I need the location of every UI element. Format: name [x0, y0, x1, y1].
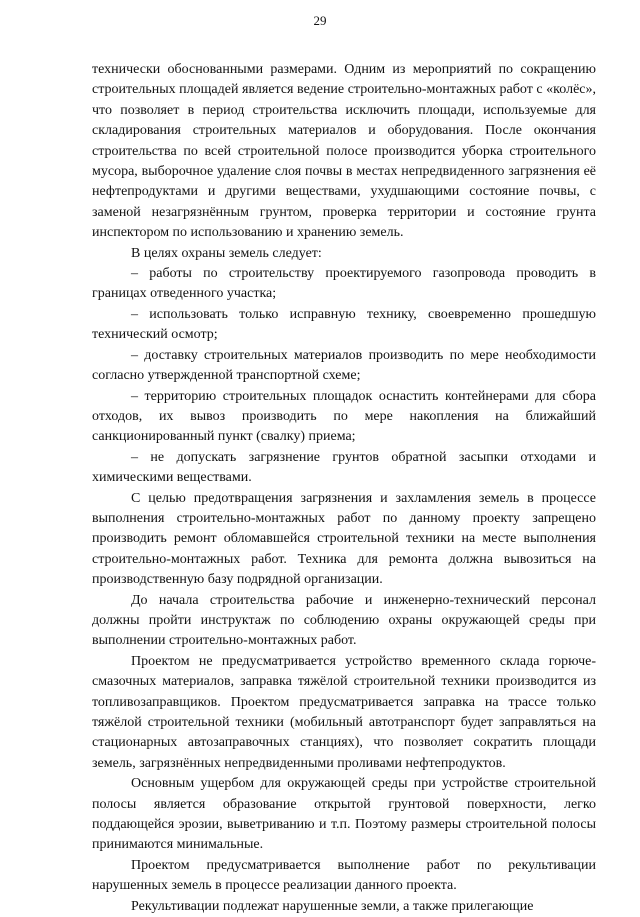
paragraph-5: Проектом не предусматривается устройство временного склада горюче-смазочных материалов, заправка тяжёлой строительной техники производится из топливозаправщиков. Проектом предусматривается заправка на трассе только тяжёлой строительной техники (мобильный автотранспорт будет заправляться на стационарных автозаправочных станциях), что позволяет сократить площади земель, загрязнённых непредвиденными проливами нефтепродуктов. [92, 653, 596, 771]
list-item-1: – работы по строительству проектируемого газопровода проводить в границах отведенного участка; [92, 266, 596, 302]
list-item-3: – доставку строительных материалов производить по мере необходимости согласно утвержденной транспортной схеме; [92, 347, 596, 384]
paragraph-1: технически обоснованными размерами. Одним из мероприятий по сокращению строительных площадей является ведение строительно-монтажных работ с «колёс», что позволяет в период строительства исключить площади, используемые для складирования строительных материалов и оборудования. После окончания строительства по всей строительной полосе производится уборка строительного мусора, выборочное удаление слоя почвы в местах непредвиденного загрязнения её нефтепродуктами и другими веществами, ухудшающими состояние почвы, с заменой незагрязнённым грунтом, проверка территории и состояние грунта инспектором по использованию и хранению земель. [92, 62, 596, 241]
paragraph-7: Проектом предусматривается выполнение работ по рекультивации нарушенных земель в процессе реализации данного проекта. [92, 857, 596, 894]
document-body [92, 60, 596, 917]
paragraph-4: До начала строительства рабочие и инженерно-технический персонал должны пройти инструктаж по соблюдению охраны окружающей среды при выполнении строительно-монтажных работ. [92, 592, 596, 649]
list-item-5: – не допускать загрязнение грунтов обратной засыпки отходами и химическими веществами. [92, 449, 596, 486]
paragraph-8: Рекультивации подлежат нарушенные земли, а также прилегающие [131, 898, 534, 914]
page-number: 29 [313, 13, 327, 28]
list-item-4: – территорию строительных площадок оснастить контейнерами для сбора отходов, их вывоз производить по мере накопления на ближайший санкционированный пункт (свалку) приема; [92, 388, 596, 445]
paragraph-3: С целью предотвращения загрязнения и захламления земель в процессе выполнения строительно-монтажных работ по данному проекту запрещено производить ремонт обломавшейся строительной техники на месте выполнения строительно-монтажных работ. Техника для ремонта должна вывозиться на производственную базу подрядной организации. [92, 490, 596, 588]
paragraph-6: Основным ущербом для окружающей среды при устройстве строительной полосы является образование открытой грунтовой поверхности, легко поддающейся эрозии, выветриванию и т.п. Поэтому размеры строительной полосы принимаются минимальные. [92, 776, 596, 853]
list-item-2: – использовать только исправную технику, своевременно прошедшую технический осмотр; [92, 306, 596, 343]
paragraph-2: В целях охраны земель следует: [131, 245, 322, 261]
